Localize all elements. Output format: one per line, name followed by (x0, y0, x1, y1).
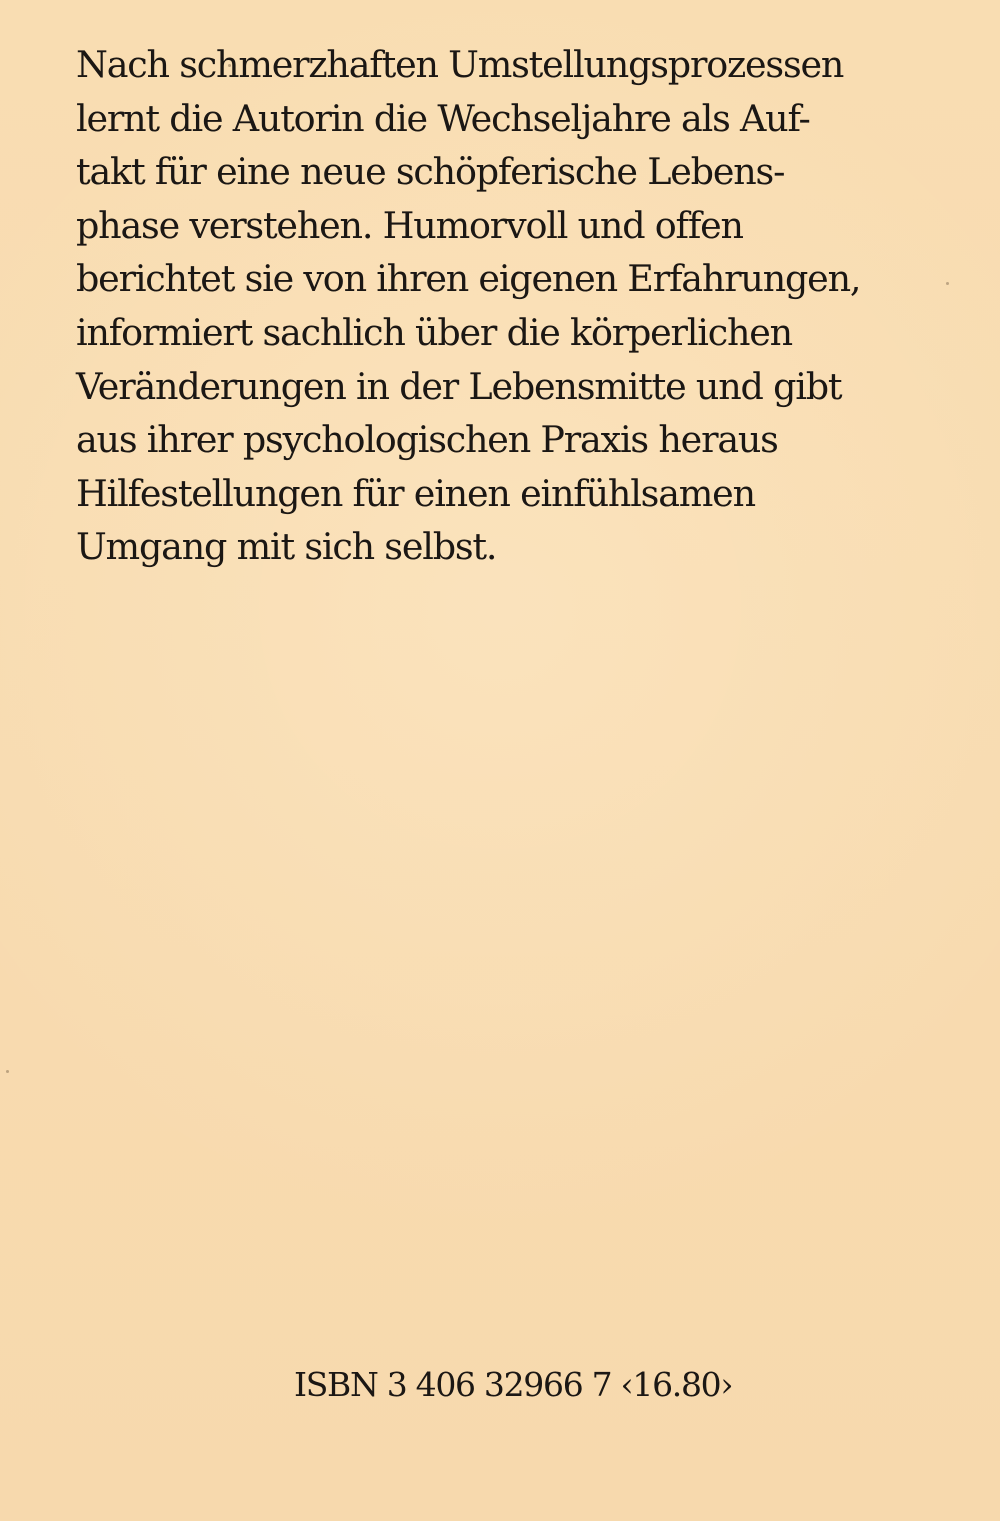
blurb-line: takt für eine neue schöpferische Lebens- (76, 150, 785, 194)
paper-speck (6, 1070, 9, 1073)
paper-speck (228, 64, 231, 67)
blurb-line: berichtet sie von ihren eigenen Erfahrungen, (76, 257, 861, 301)
blurb-line: Nach schmerzhaften Umstellungsprozessen (76, 43, 844, 86)
blurb-line: informiert sachlich über die körperlichen (76, 310, 792, 354)
blurb-line: phase verstehen. Humorvoll und offen (76, 203, 743, 247)
paper-speck (946, 282, 949, 285)
blurb-line: Umgang mit sich selbst. (76, 525, 497, 569)
blurb-line: Hilfestellungen für einen einfühlsamen (76, 471, 755, 515)
isbn-price-line: ISBN 3 406 32966 7 ‹16.80› (294, 1365, 733, 1404)
blurb-line: lernt die Autorin die Wechseljahre als Auf- (76, 96, 810, 140)
blurb-line: aus ihrer psychologischen Praxis heraus (76, 418, 778, 462)
blurb-line: Veränderungen in der Lebensmitte und gibt (76, 364, 842, 408)
cover-blurb (76, 38, 956, 574)
